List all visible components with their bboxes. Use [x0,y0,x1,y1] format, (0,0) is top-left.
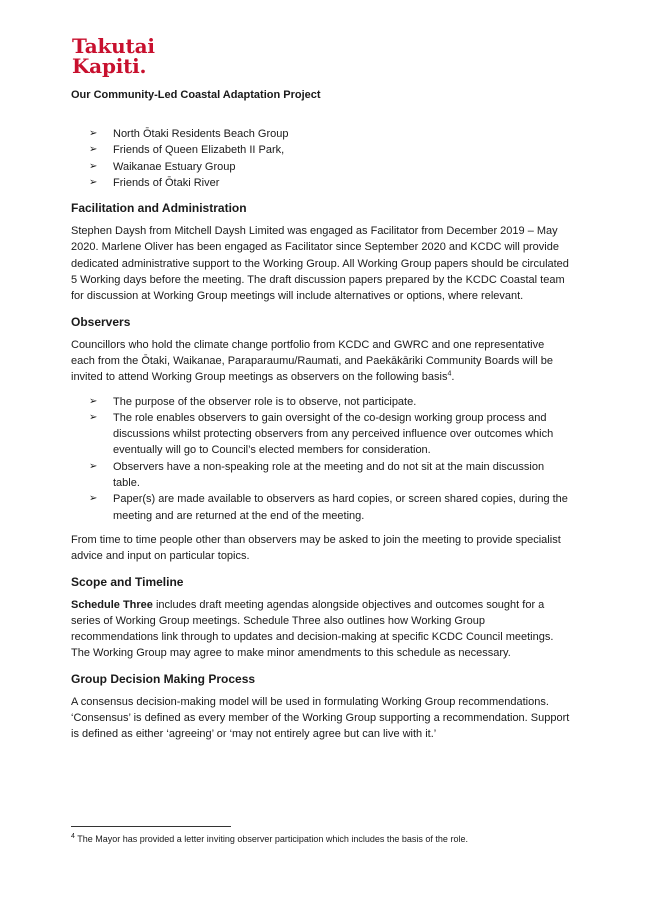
footnote-divider [71,826,231,827]
observers-outro: From time to time people other than observers may be asked to join the meeting to provide specialist advice and input on particular topics. [71,533,561,563]
list-item: ➢ Friends of Queen Elizabeth II Park, [71,142,571,158]
observers-heading: Observers [71,314,131,329]
arrow-bullet-icon: ➢ [89,176,98,188]
list-item: ➢ Paper(s) are made available to observers as hard copies, or screen shared copies, during the meeting and are returned at the end of the meeting. [89,493,568,522]
footnote-ref[interactable]: 4 [447,370,452,378]
list-item: ➢ Waikanae Estuary Group [71,159,571,175]
observer-points-list [71,394,571,524]
list-item: ➢ The role enables observers to gain oversight of the co-design working group process and discussions whilst protecting observers from any perceived influence over outcomes which eventually will go to Council’s elected members for consideration. [89,411,554,457]
list-item: ➢ Observers have a non-speaking role at the meeting and do not sit at the main discussion table. [89,460,545,490]
schedule-three-label: Schedule Three [71,598,153,611]
observers-intro: Councillors who hold the climate change portfolio from KCDC and GWRC and one representative each from the Ōtaki, Waikanae, Paraparaumu/Raumati, and Paekākāriki Community Boards will be invited to attend Working Group meetings as observers on the following basis$^4$. [71,338,553,384]
arrow-bullet-icon: ➢ [89,411,98,423]
arrow-bullet-icon: ➢ [89,128,98,139]
list-item: ➢ Friends of Ōtaki River [71,175,571,191]
group-list [71,126,571,191]
scope-paragraph: Schedule Three includes draft meeting agendas alongside objectives and outcomes sought for a series of Working Group meetings. Schedule Three also outlines how Working Group recommendations link through to updates and decision-making at specific KCDC Council meetings. The Working Group may agree to make minor amendments to this schedule as necessary. [71,598,554,660]
footnote: $^4$ The Mayor has provided a letter inviting observer participation which includes the basis of the role. [71,833,468,844]
arrow-bullet-icon: ➢ [89,493,98,505]
decision-heading: Group Decision Making Process [71,671,256,686]
logo-line-2: Kapiti. [72,54,147,78]
project-subtitle: Our Community-Led Coastal Adaptation Project [71,89,321,101]
document-body [71,126,571,751]
arrow-bullet-icon: ➢ [89,460,98,472]
scope-heading: Scope and Timeline [71,574,184,589]
arrow-bullet-icon: ➢ [89,144,98,156]
list-item: ➢ North Ōtaki Residents Beach Group [71,126,571,142]
decision-paragraph: A consensus decision-making model will be used in formulating Working Group recommendations. ‘Consensus’ is defined as every member of the Working Group supporting a recommendation. Support is defined as either ‘agreeing’ or ‘may not entirely agree but can live with it.’ [71,695,570,741]
list-item: ➢ The purpose of the observer role is to observe, not participate. [71,394,571,410]
arrow-bullet-icon: ➢ [89,160,98,172]
facilitation-paragraph: Stephen Daysh from Mitchell Daysh Limited was engaged as Facilitator from December 2019 – May 2020. Marlene Oliver has been engaged as Facilitator since September 2020 and KCDC will provide dedicated administrative support to the Working Group. All Working Group papers should be circulated 5 Working days before the meeting. The draft discussion papers prepared by the KCDC Coastal team for discussion at Working Group meetings will include alternatives or options, where relevant. [71,225,569,303]
logo-line-1: Takutai [72,34,155,58]
footnote-number: 4 [71,833,75,840]
arrow-bullet-icon: ➢ [89,395,98,407]
takutai-kapiti-logo [72,36,155,76]
facilitation-heading: Facilitation and Administration [71,201,247,216]
